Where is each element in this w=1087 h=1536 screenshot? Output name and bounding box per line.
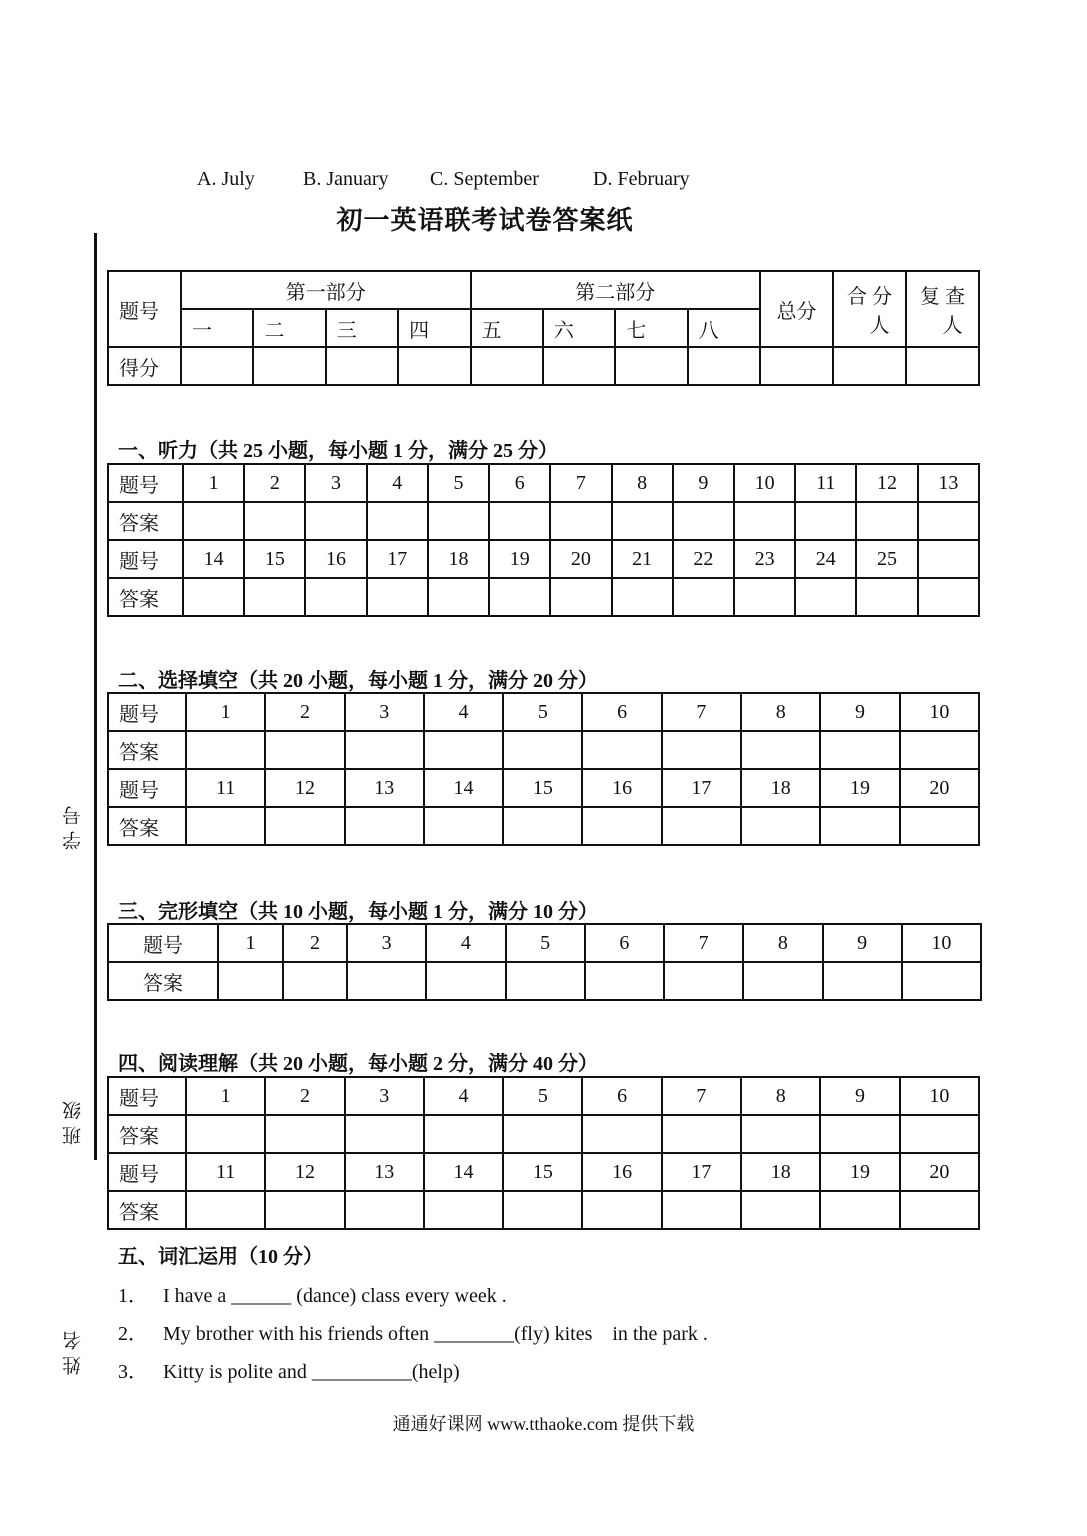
row-label-tihao: 题号 [108, 693, 186, 731]
question-number-cell: 10 [902, 924, 981, 962]
question-number-cell: 23 [734, 540, 795, 578]
answer-cell[interactable] [367, 502, 428, 540]
section-col: 一 [181, 309, 253, 347]
score-cell[interactable] [253, 347, 325, 385]
answer-cell[interactable] [900, 731, 979, 769]
answer-cell[interactable] [856, 502, 917, 540]
question-number-cell: 13 [345, 1153, 424, 1191]
row-label-tihao: 题号 [108, 540, 183, 578]
cloze-table [107, 923, 982, 1001]
answer-cell[interactable] [820, 731, 899, 769]
section-5-heading: 五、词汇运用（10 分） [118, 1246, 323, 1268]
answer-cell[interactable] [673, 502, 734, 540]
answer-cell[interactable] [823, 962, 902, 1000]
answer-cell[interactable] [741, 807, 820, 845]
answer-cell[interactable] [347, 962, 426, 1000]
answer-cell[interactable] [503, 1115, 582, 1153]
row-label-daan: 答案 [108, 502, 183, 540]
answer-cell[interactable] [345, 1115, 424, 1153]
answer-cell[interactable] [664, 962, 743, 1000]
section-col: 二 [253, 309, 325, 347]
answer-cell[interactable] [345, 731, 424, 769]
question-number-cell: 1 [183, 464, 244, 502]
question-number-cell: 7 [662, 1077, 741, 1115]
answer-cell[interactable] [673, 578, 734, 616]
choice-table [107, 692, 980, 846]
reading-number-row [108, 1153, 979, 1191]
question-number-cell: 12 [856, 464, 917, 502]
binding-line [94, 233, 97, 1160]
option-d: D. February [593, 168, 690, 190]
question-number-cell: 5 [506, 924, 585, 962]
question-number-cell: 1 [186, 693, 265, 731]
answer-cell[interactable] [820, 807, 899, 845]
answer-cell[interactable] [902, 962, 981, 1000]
question-number-cell: 9 [820, 693, 899, 731]
section-col: 八 [688, 309, 760, 347]
question-number-cell: 9 [673, 464, 734, 502]
answer-cell[interactable] [918, 502, 979, 540]
vocab-question-2 [118, 1317, 708, 1346]
answer-cell[interactable] [265, 1115, 344, 1153]
question-number-cell: 8 [741, 1077, 820, 1115]
answer-cell[interactable] [424, 1191, 503, 1229]
answer-cell[interactable] [186, 807, 265, 845]
answer-cell[interactable] [662, 731, 741, 769]
reading-table [107, 1076, 980, 1230]
question-number-cell: 9 [823, 924, 902, 962]
answer-cell[interactable] [265, 1191, 344, 1229]
answer-cell[interactable] [585, 962, 664, 1000]
answer-cell[interactable] [345, 1191, 424, 1229]
question-text: My brother with his friends often ________(fly) kites in the park . [163, 1323, 708, 1345]
question-number-cell: 20 [550, 540, 611, 578]
question-number-cell: 17 [662, 769, 741, 807]
question-number-cell: 5 [428, 464, 489, 502]
answer-cell[interactable] [305, 502, 366, 540]
class-label: 班级 [63, 1095, 84, 1145]
option-a: A. July [197, 168, 255, 190]
question-number-cell: 4 [424, 1077, 503, 1115]
answer-cell[interactable] [283, 962, 347, 1000]
score-defen: 得分 [108, 347, 181, 385]
score-cell[interactable] [326, 347, 398, 385]
answer-cell[interactable] [305, 578, 366, 616]
rechecker-line1: 复 查 [920, 286, 965, 308]
answer-cell[interactable] [550, 578, 611, 616]
question-number-cell: 16 [305, 540, 366, 578]
row-label-daan: 答案 [108, 1191, 186, 1229]
section-2-heading: 二、选择填空（共 20 小题，每小题 1 分，满分 20 分） [118, 670, 598, 692]
combiner-header [833, 271, 906, 347]
listening-number-row [108, 464, 979, 502]
score-cell[interactable] [181, 347, 253, 385]
question-number-cell: 11 [186, 1153, 265, 1191]
question-number-cell: 8 [741, 693, 820, 731]
question-number-cell: 8 [743, 924, 822, 962]
question-text: Kitty is polite and __________(help) [163, 1361, 460, 1383]
row-label-tihao: 题号 [108, 769, 186, 807]
answer-cell[interactable] [489, 502, 550, 540]
question-number-cell: 13 [345, 769, 424, 807]
section-col: 七 [615, 309, 687, 347]
question-number-cell: 19 [820, 1153, 899, 1191]
row-label-daan: 答案 [108, 962, 218, 1000]
answer-cell[interactable] [503, 1191, 582, 1229]
score-cell[interactable] [906, 347, 979, 385]
question-number-cell: 16 [582, 769, 661, 807]
question-number-cell: 15 [503, 769, 582, 807]
answer-cell[interactable] [900, 1191, 979, 1229]
question-number-cell: 14 [424, 769, 503, 807]
score-cell[interactable] [398, 347, 470, 385]
question-number-cell: 16 [582, 1153, 661, 1191]
answer-cell[interactable] [428, 578, 489, 616]
answer-cell[interactable] [900, 807, 979, 845]
combiner-line1: 合 分 [847, 286, 892, 308]
question-number-cell: 7 [550, 464, 611, 502]
listening-number-row [108, 540, 979, 578]
answer-cell[interactable] [734, 502, 795, 540]
row-label-daan: 答案 [108, 731, 186, 769]
section-col: 三 [326, 309, 398, 347]
question-number-cell: 14 [183, 540, 244, 578]
question-number-cell: 15 [244, 540, 305, 578]
question-number: 1． [118, 1285, 148, 1307]
answer-cell[interactable] [424, 807, 503, 845]
row-label-tihao: 题号 [108, 464, 183, 502]
cloze-answer-row [108, 962, 981, 1000]
answer-cell[interactable] [612, 578, 673, 616]
question-number-cell [918, 540, 979, 578]
answer-cell[interactable] [186, 1115, 265, 1153]
score-cell[interactable] [471, 347, 543, 385]
answer-cell[interactable] [244, 578, 305, 616]
question-number-cell: 10 [734, 464, 795, 502]
option-b: B. January [303, 168, 389, 190]
question-number-cell: 12 [265, 769, 344, 807]
question-number-cell: 6 [489, 464, 550, 502]
combiner-line2: 人 [869, 315, 890, 337]
question-number-cell: 3 [347, 924, 426, 962]
answer-cell[interactable] [582, 1191, 661, 1229]
choice-number-row [108, 769, 979, 807]
question-number-cell: 14 [424, 1153, 503, 1191]
question-number-cell: 21 [612, 540, 673, 578]
score-cell[interactable] [688, 347, 760, 385]
answer-cell[interactable] [741, 1191, 820, 1229]
answer-cell[interactable] [345, 807, 424, 845]
question-number-cell: 8 [612, 464, 673, 502]
question-number-cell: 18 [741, 769, 820, 807]
question-number: 3． [118, 1361, 148, 1383]
question-number-cell: 17 [367, 540, 428, 578]
section-1-heading: 一、听力（共 25 小题，每小题 1 分，满分 25 分） [118, 440, 558, 462]
answer-cell[interactable] [424, 1115, 503, 1153]
answer-cell[interactable] [743, 962, 822, 1000]
cloze-number-row [108, 924, 981, 962]
answer-cell[interactable] [582, 1115, 661, 1153]
answer-cell[interactable] [662, 1115, 741, 1153]
section-col: 六 [543, 309, 615, 347]
question-number: 2． [118, 1323, 148, 1345]
score-tihao: 题号 [108, 271, 181, 347]
choice-answer-row [108, 731, 979, 769]
score-cell[interactable] [760, 347, 833, 385]
question-number-cell: 25 [856, 540, 917, 578]
question-number-cell: 2 [265, 1077, 344, 1115]
answer-cell[interactable] [183, 578, 244, 616]
question-number-cell: 2 [265, 693, 344, 731]
score-table [107, 270, 980, 386]
row-label-tihao: 题号 [108, 924, 218, 962]
question-number-cell: 13 [918, 464, 979, 502]
question-number-cell: 2 [283, 924, 347, 962]
answer-cell[interactable] [183, 502, 244, 540]
answer-cell[interactable] [244, 502, 305, 540]
answer-cell[interactable] [503, 731, 582, 769]
answer-cell[interactable] [856, 578, 917, 616]
answer-cell[interactable] [489, 578, 550, 616]
question-number-cell: 6 [585, 924, 664, 962]
listening-answer-row [108, 502, 979, 540]
question-number-cell: 3 [345, 693, 424, 731]
question-number-cell: 24 [795, 540, 856, 578]
option-c: C. September [430, 168, 539, 190]
part1-header: 第一部分 [181, 271, 471, 309]
section-4-heading: 四、阅读理解（共 20 小题，每小题 2 分，满分 40 分） [118, 1053, 598, 1075]
answer-cell[interactable] [900, 1115, 979, 1153]
section-3-heading: 三、完形填空（共 10 小题，每小题 1 分，满分 10 分） [118, 901, 598, 923]
question-number-cell: 5 [503, 693, 582, 731]
question-number-cell: 2 [244, 464, 305, 502]
answer-cell[interactable] [918, 578, 979, 616]
answer-cell[interactable] [503, 807, 582, 845]
section-col: 五 [471, 309, 543, 347]
reading-answer-row [108, 1115, 979, 1153]
question-number-cell: 6 [582, 1077, 661, 1115]
question-number-cell: 15 [503, 1153, 582, 1191]
answer-cell[interactable] [741, 731, 820, 769]
question-number-cell: 1 [186, 1077, 265, 1115]
reading-answer-row [108, 1191, 979, 1229]
answer-cell[interactable] [367, 578, 428, 616]
answer-cell[interactable] [734, 578, 795, 616]
page-footer: 通通好课网 www.tthaoke.com 提供下载 [392, 1414, 695, 1434]
row-label-tihao: 题号 [108, 1077, 186, 1115]
question-number-cell: 12 [265, 1153, 344, 1191]
question-number-cell: 3 [345, 1077, 424, 1115]
answer-cell[interactable] [582, 731, 661, 769]
answer-cell[interactable] [265, 807, 344, 845]
question-number-cell: 11 [186, 769, 265, 807]
question-number-cell: 7 [662, 693, 741, 731]
answer-cell[interactable] [612, 502, 673, 540]
answer-cell[interactable] [741, 1115, 820, 1153]
question-number-cell: 19 [489, 540, 550, 578]
row-label-daan: 答案 [108, 807, 186, 845]
answer-cell[interactable] [795, 578, 856, 616]
question-number-cell: 18 [741, 1153, 820, 1191]
question-number-cell: 7 [664, 924, 743, 962]
answer-cell[interactable] [506, 962, 585, 1000]
question-number-cell: 1 [218, 924, 283, 962]
rechecker-header [906, 271, 979, 347]
question-number-cell: 11 [795, 464, 856, 502]
question-number-cell: 10 [900, 693, 979, 731]
row-label-daan: 答案 [108, 1115, 186, 1153]
vocab-question-3 [118, 1355, 460, 1384]
answer-cell[interactable] [820, 1191, 899, 1229]
answer-cell[interactable] [582, 807, 661, 845]
answer-cell[interactable] [428, 502, 489, 540]
score-cell[interactable] [833, 347, 906, 385]
reading-number-row [108, 1077, 979, 1115]
student-no-label: 学号 [63, 800, 84, 850]
question-number-cell: 4 [367, 464, 428, 502]
choice-number-row [108, 693, 979, 731]
rechecker-line2: 人 [942, 315, 963, 337]
question-number-cell: 19 [820, 769, 899, 807]
answer-cell[interactable] [795, 502, 856, 540]
question-number-cell: 20 [900, 1153, 979, 1191]
answer-cell[interactable] [265, 731, 344, 769]
vocab-question-1 [118, 1279, 507, 1308]
listening-table [107, 463, 980, 617]
total-header: 总分 [760, 271, 833, 347]
answer-cell[interactable] [186, 1191, 265, 1229]
answer-cell[interactable] [424, 731, 503, 769]
score-cell[interactable] [543, 347, 615, 385]
part2-header: 第二部分 [471, 271, 761, 309]
answer-cell[interactable] [820, 1115, 899, 1153]
answer-cell[interactable] [218, 962, 283, 1000]
question-number-cell: 17 [662, 1153, 741, 1191]
choice-answer-row [108, 807, 979, 845]
answer-cell[interactable] [662, 807, 741, 845]
question-number-cell: 4 [424, 693, 503, 731]
question-number-cell: 6 [582, 693, 661, 731]
row-label-tihao: 题号 [108, 1153, 186, 1191]
name-label: 姓名 [63, 1325, 84, 1375]
question-number-cell: 4 [426, 924, 505, 962]
question-number-cell: 22 [673, 540, 734, 578]
score-cell[interactable] [615, 347, 687, 385]
listening-answer-row [108, 578, 979, 616]
question-number-cell: 5 [503, 1077, 582, 1115]
question-text: I have a ______ (dance) class every week . [163, 1285, 507, 1307]
answer-cell[interactable] [186, 731, 265, 769]
row-label-daan: 答案 [108, 578, 183, 616]
page-title: 初一英语联考试卷答案纸 [336, 206, 634, 235]
section-col: 四 [398, 309, 470, 347]
answer-cell[interactable] [662, 1191, 741, 1229]
question-number-cell: 20 [900, 769, 979, 807]
question-number-cell: 18 [428, 540, 489, 578]
question-number-cell: 10 [900, 1077, 979, 1115]
answer-cell[interactable] [550, 502, 611, 540]
question-number-cell: 3 [305, 464, 366, 502]
question-number-cell: 9 [820, 1077, 899, 1115]
answer-cell[interactable] [426, 962, 505, 1000]
